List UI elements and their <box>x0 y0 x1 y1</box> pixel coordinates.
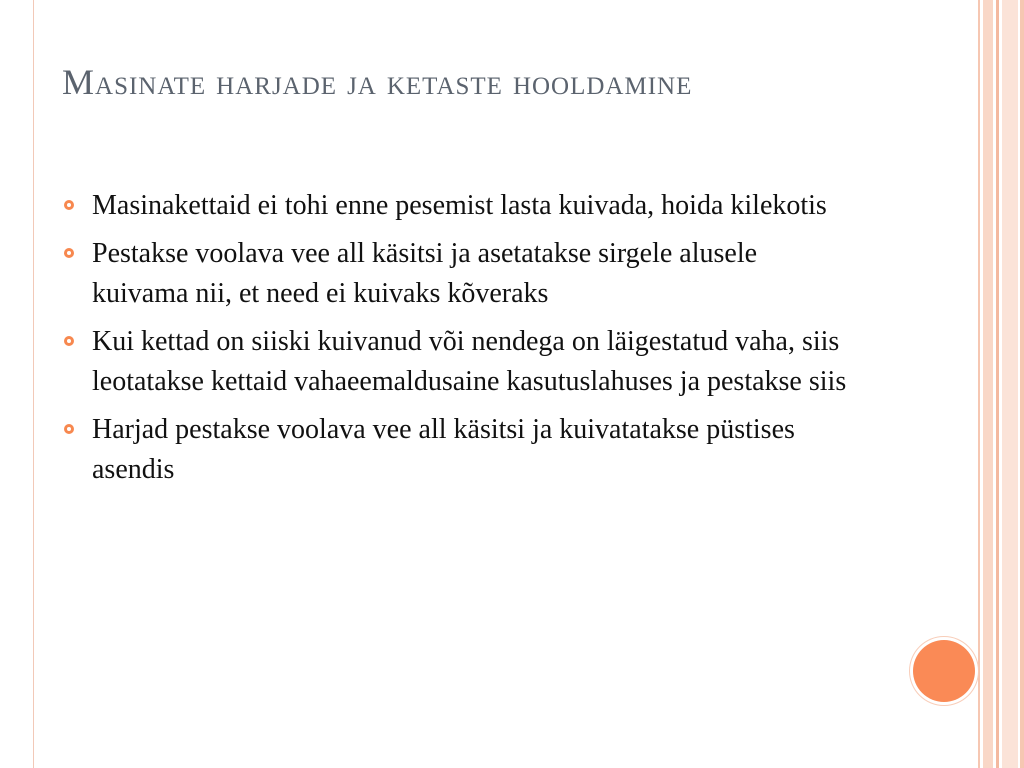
bullet-list <box>62 186 852 498</box>
slide-title: Masinate harjade ja ketaste hooldamine <box>62 62 693 102</box>
list-item <box>62 322 852 402</box>
bullet-text: Masinakettaid ei tohi enne pesemist lasta kuivada, hoida kilekotis <box>92 190 827 221</box>
bullet-text: Pestakse voolava vee all käsitsi ja asetatakse sirgele alusele kuivama nii, et need ei kuivaks kõveraks <box>92 238 758 309</box>
bullet-ring-icon <box>64 336 74 346</box>
decorative-stripe <box>1020 0 1024 768</box>
list-item <box>62 410 852 490</box>
bullet-text: Harjad pestakse voolava vee all käsitsi ja kuivatatakse püstises asendis <box>92 414 795 485</box>
list-item <box>62 186 852 226</box>
decorative-stripe <box>978 0 980 768</box>
bullet-ring-icon <box>64 424 74 434</box>
bullet-ring-icon <box>64 248 74 258</box>
decorative-circle-icon <box>913 640 975 702</box>
decorative-stripe <box>996 0 999 768</box>
bullet-text: Kui kettad on siiski kuivanud või nendega on läigestatud vaha, siis leotatakse kettaid vahaeemaldusaine kasutuslahuses ja pestakse siis <box>92 326 847 397</box>
decorative-stripe <box>1002 0 1018 768</box>
list-item <box>62 234 852 314</box>
decorative-stripe <box>983 0 993 768</box>
bullet-ring-icon <box>64 200 74 210</box>
left-divider-line <box>33 0 34 768</box>
